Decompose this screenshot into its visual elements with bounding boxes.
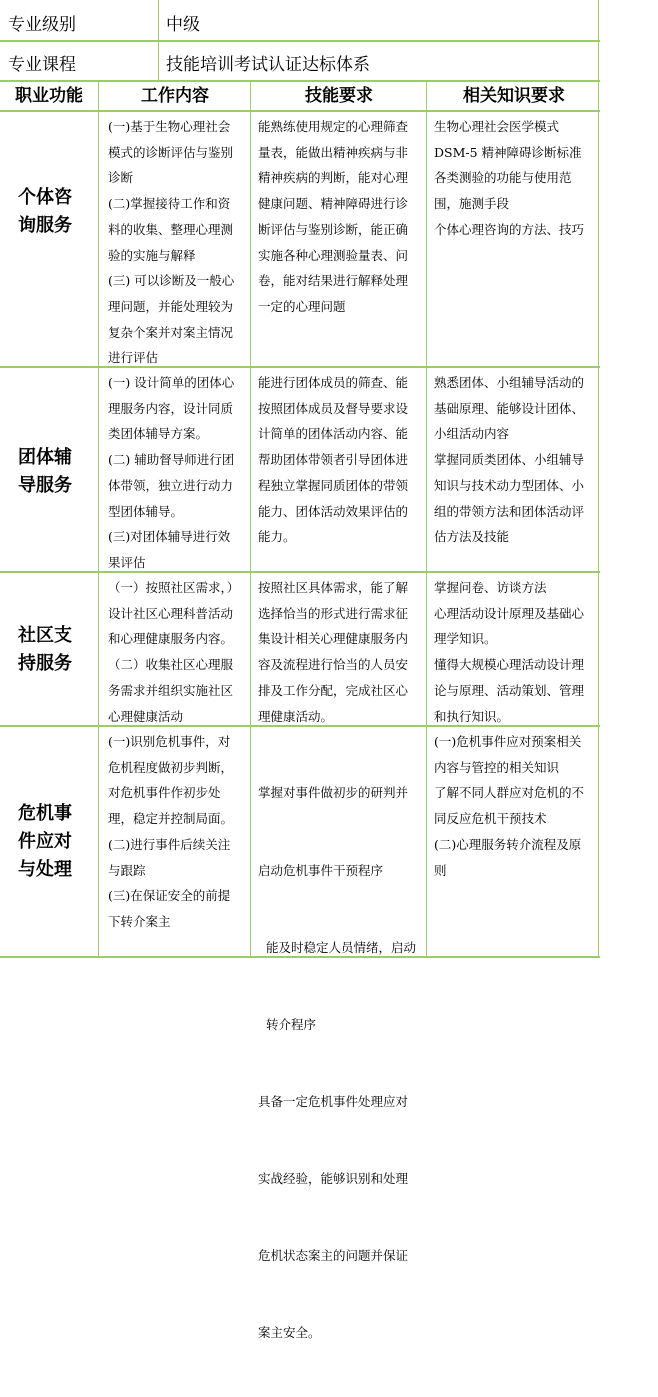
text-line: 实施各种心理测验量表、问: [258, 247, 409, 263]
table-right-border: [598, 0, 599, 958]
text-line: 集设计相关心理健康服务内: [258, 631, 409, 647]
text-line: 料的收集、整理心理测: [108, 221, 234, 237]
text-line: 各类测验的功能与使用范: [434, 170, 572, 186]
text-line: 果评估: [108, 554, 146, 570]
text-line: 理，稳定并控制局面。: [108, 811, 234, 827]
work-cell-community: [108, 575, 248, 729]
function-cell-individual: [18, 184, 88, 240]
skills-cell-individual: [258, 114, 424, 320]
text-line: 排及工作分配，完成社区心: [258, 682, 409, 698]
column-header-skills: 技能要求: [305, 86, 373, 106]
text-line: 理问题，并能处理较为: [108, 298, 234, 314]
text-line: 小组活动内容: [434, 426, 510, 442]
level-label: 专业级别: [8, 15, 76, 35]
text-line: 对危机事件作初步处: [108, 785, 221, 801]
text-line: (三)对团体辅导进行效: [108, 529, 231, 545]
text-line: 掌握问卷、访谈方法: [434, 580, 547, 595]
text-line: 帮助团体带领者引导团体进: [258, 452, 409, 468]
text-line: 能及时稳定人员情绪，启动: [258, 939, 416, 955]
text-line: 能进行团体成员的筛查、能: [258, 375, 409, 390]
knowledge-cell-crisis: [434, 729, 598, 883]
text-line: （二）收集社区心理服: [108, 657, 234, 673]
text-line: 个体心理咨询的方法、技巧: [434, 221, 585, 237]
text-line: 进行评估: [108, 350, 159, 366]
text-line: 危机程度做初步判断，: [108, 759, 234, 775]
function-line: 团体辅: [18, 447, 72, 468]
text-line: DSM-5 精神障碍诊断标准: [434, 144, 582, 160]
skills-cell-community: [258, 575, 424, 729]
text-line: 能熟练使用规定的心理筛查: [258, 119, 409, 134]
function-cell-community: [18, 622, 88, 678]
text-line: 量表，能做出精神疾病与非: [258, 144, 409, 160]
text-line: 理学知识。: [434, 631, 497, 647]
function-line: 危机事: [18, 803, 72, 824]
text-line: (三) 可以诊断及一般心: [108, 273, 235, 289]
row-divider: [0, 571, 600, 573]
text-line: (二)进行事件后续关注: [108, 836, 231, 852]
text-line: 按照社区具体需求，能了解: [258, 580, 409, 595]
text-line: 同反应危机干预技术: [434, 811, 547, 827]
text-line: 断评估与鉴别诊断，能正确: [258, 221, 409, 237]
text-line: 设计社区心理科普活动: [108, 605, 234, 621]
function-line: 持服务: [18, 653, 72, 674]
text-line: (二)心理服务转介流程及原: [434, 836, 582, 852]
text-line: 组的带领方法和团体活动评: [434, 503, 585, 519]
course-value: 技能培训考试认证达标体系: [166, 55, 370, 75]
text-line: (一)识别危机事件，对: [108, 734, 231, 749]
text-line: 理健康活动。: [258, 708, 334, 724]
row-divider: [0, 366, 600, 368]
text-line: 危机状态案主的问题并保证: [258, 1248, 409, 1264]
column-header-work: 工作内容: [141, 86, 209, 106]
text-line: 体带领，独立进行动力: [108, 477, 234, 493]
text-line: 和心理健康服务内容。: [108, 631, 234, 647]
text-line: 论与原理、活动策划、管理: [434, 682, 585, 698]
text-line: 计简单的团体活动内容、能: [258, 426, 409, 442]
function-line: 个体咨: [18, 187, 72, 208]
text-line: 心理健康活动: [108, 708, 184, 724]
text-line: 下转介案主: [108, 913, 171, 929]
text-line: 能力、团体活动效果评估的: [258, 503, 409, 519]
text-line: 懂得大规模心理活动设计理: [434, 657, 585, 673]
work-cell-individual: [108, 114, 248, 371]
text-line: 程独立掌握同质团体的带领: [258, 477, 409, 493]
column-header-knowledge: 相关知识要求: [463, 86, 565, 106]
skills-cell-group: [258, 370, 424, 550]
knowledge-cell-group: [434, 370, 598, 550]
text-line: (三)在保证安全的前提: [108, 888, 231, 904]
text-line: 理服务内容，设计同质: [108, 400, 234, 416]
text-line: 案主安全。: [258, 1325, 321, 1341]
text-line: 按照团体成员及督导要求设: [258, 400, 409, 416]
text-line: 心理活动设计原理及基础心: [434, 605, 585, 621]
text-line: 型团体辅导。: [108, 503, 184, 519]
course-label: 专业课程: [8, 55, 76, 75]
knowledge-cell-individual: [434, 114, 598, 243]
text-line: 与跟踪: [108, 862, 146, 878]
text-line: 实战经验，能够识别和处理: [258, 1170, 409, 1186]
text-line: 了解不同人群应对危机的不: [434, 785, 585, 801]
text-line: 熟悉团体、小组辅导活动的: [434, 375, 585, 390]
text-line: 生物心理社会医学模式: [434, 119, 560, 134]
function-line: 询服务: [18, 215, 72, 236]
text-line: 模式的诊断评估与鉴别: [108, 144, 234, 160]
work-cell-crisis: [108, 729, 248, 935]
text-line: 验的实施与解释: [108, 247, 196, 263]
text-line: 掌握同质类团体、小组辅导: [434, 452, 585, 468]
text-line: 掌握对事件做初步的研判并: [258, 785, 409, 801]
column-divider: [426, 80, 427, 958]
column-divider: [98, 80, 99, 958]
text-line: 类团体辅导方案。: [108, 426, 209, 442]
function-cell-crisis: [18, 800, 88, 884]
text-line: 复杂个案并对案主情况: [108, 324, 234, 340]
text-line: 诊断: [108, 170, 134, 186]
header-divider: [158, 0, 159, 80]
text-line: (一) 设计简单的团体心: [108, 375, 235, 390]
column-divider: [250, 80, 251, 958]
text-line: 卷，能对结果进行解释处理: [258, 273, 409, 289]
function-line: 社区支: [18, 625, 72, 646]
function-line: 件应对: [18, 831, 72, 852]
text-line: 能力。: [258, 529, 296, 545]
text-line: 选择恰当的形式进行需求征: [258, 605, 409, 621]
text-line: 则: [434, 862, 447, 878]
text-line: 基础原理、能够设计团体、: [434, 400, 585, 416]
text-line: （一）按照社区需求，）: [108, 580, 240, 595]
level-value: 中级: [166, 15, 200, 35]
header-bottom-line: [0, 110, 600, 112]
text-line: 知识与技术动力型团体、小: [434, 477, 585, 493]
text-line: 内容与管控的相关知识: [434, 759, 560, 775]
text-line: 容及流程进行恰当的人员安: [258, 657, 409, 673]
function-line: 导服务: [18, 475, 72, 496]
course-row: [0, 42, 600, 82]
column-header-function: 职业功能: [15, 86, 83, 106]
text-line: 启动危机事件干预程序: [258, 862, 384, 878]
text-line: 转介程序: [258, 1016, 316, 1032]
function-line: 与处理: [18, 859, 72, 880]
function-cell-group: [18, 444, 88, 500]
text-line: 围，施测手段: [434, 196, 510, 212]
text-line: 和执行知识。: [434, 708, 510, 724]
skills-cell-crisis: [258, 729, 424, 1397]
text-line: (二)掌握接待工作和资: [108, 196, 231, 212]
work-cell-group: [108, 370, 248, 576]
text-line: (二) 辅助督导师进行团: [108, 452, 235, 468]
level-row: [0, 0, 600, 42]
text-line: (一)基于生物心理社会: [108, 119, 231, 134]
text-line: 一定的心理问题: [258, 298, 346, 314]
text-line: 务需求并组织实施社区: [108, 682, 234, 698]
text-line: (一)危机事件应对预案相关: [434, 734, 582, 749]
text-line: 估方法及技能: [434, 529, 510, 545]
text-line: 精神疾病的判断，能对心理: [258, 170, 409, 186]
knowledge-cell-community: [434, 575, 598, 729]
text-line: 健康问题、精神障碍进行诊: [258, 196, 409, 212]
text-line: 具备一定危机事件处理应对: [258, 1093, 409, 1109]
